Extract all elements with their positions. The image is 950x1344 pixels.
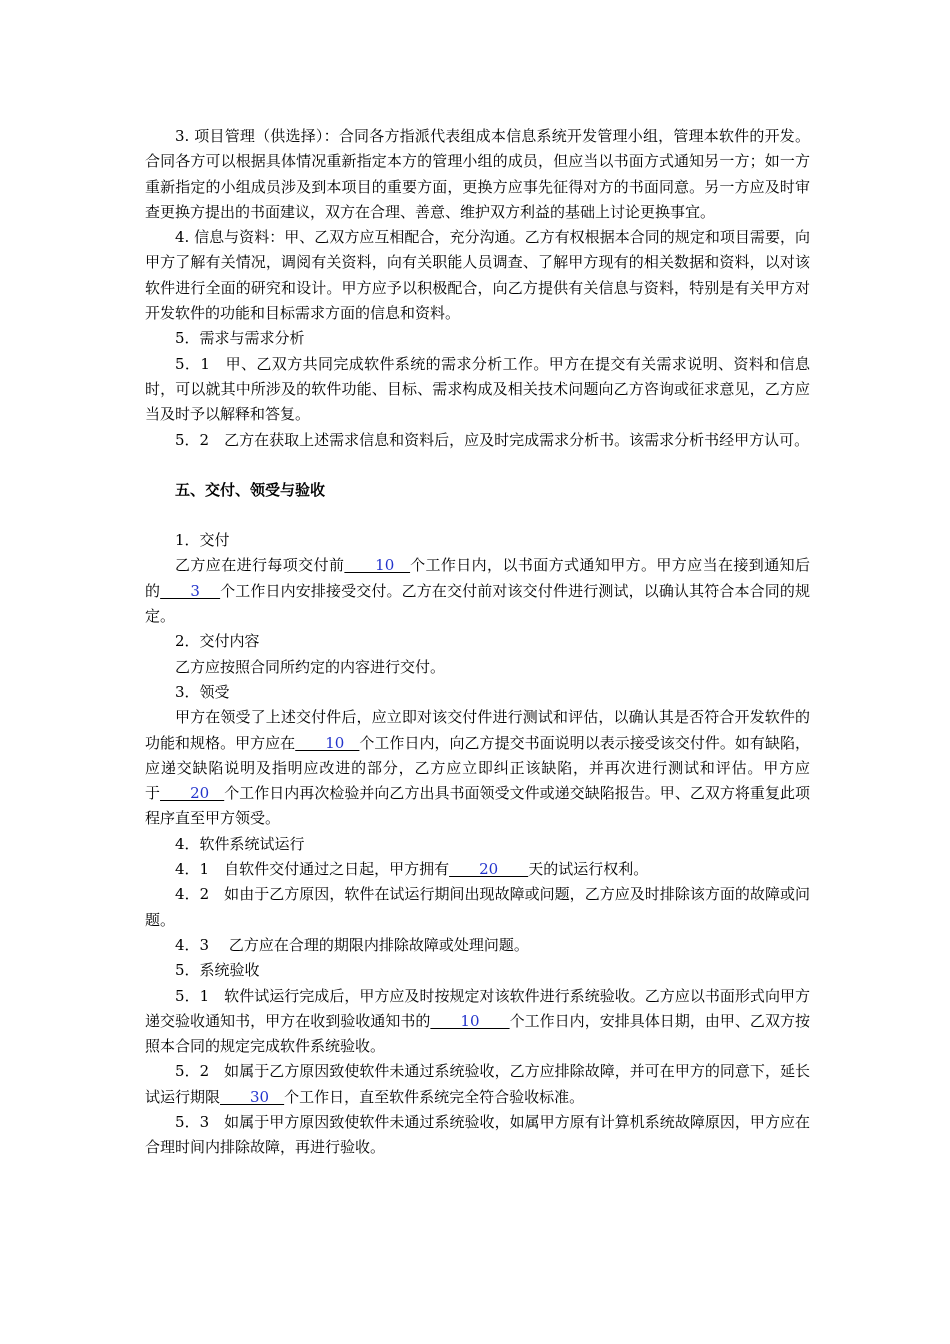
paragraph-acceptance-5-1 (145, 984, 810, 1060)
paragraph-acceptance-5-3: 5．3 如属于甲方原因致使软件未通过系统验收，如属甲方原有计算机系统故障原因，甲方应在合理时间内排除故障，再进行验收。 (145, 1112, 810, 1157)
spacer (145, 503, 810, 528)
subsection-trial-run-title: 4．软件系统试运行 (175, 834, 305, 853)
text-segment: 个工作日内，以书面方式通知甲方。甲方应当在接到通知后的 (145, 556, 810, 600)
text-segment: 天的试运行权利。 (528, 860, 649, 879)
section-heading: 五、交付、领受与验收 (175, 480, 326, 499)
paragraph-project-management: 3. 项目管理（供选择）：合同各方指派代表组成本信息系统开发管理小组，管理本软件的开发。合同各方可以根据具体情况重新指定本方的管理小组的成员，但应当以书面方式通知另一方；如一方重新指定的小组成员涉及到本项目的重要方面，更换方应事先征得对方的书面同意。另一方应及时审查更换方提出的书面建议，双方在合理、善意、维护双方利益的基础上讨论更换事宜。 (145, 127, 810, 221)
text-segment: 乙方应在进行每项交付前 (175, 556, 345, 575)
subsection-delivery-content-title: 2．交付内容 (175, 632, 260, 651)
text-segment: 5．2 如属于乙方原因致使软件未通过系统验收，乙方应排除故障，并可在甲方的同意下，延长试运行期限 (145, 1062, 810, 1106)
fill-in-blank: 30 (220, 1087, 285, 1106)
fill-in-blank: 10 (295, 733, 360, 752)
paragraph-requirements-5-2: 5．2 乙方在获取上述需求信息和资料后，应及时完成需求分析书。该需求分析书经甲方认可。 (175, 430, 810, 449)
text-segment: 个工作日内，安排具体日期，由甲、乙双方按照本合同的规定完成软件系统验收。 (145, 1011, 810, 1056)
text-segment: 个工作日内再次检验并向乙方出具书面领受文件或递交缺陷报告。甲、乙双方将重复此项程序直至甲方领受。 (145, 784, 810, 828)
paragraph-delivery (145, 553, 810, 629)
subsection-acceptance-title: 3．领受 (175, 682, 230, 701)
document-page (145, 124, 810, 1161)
paragraph-acceptance-5-2 (145, 1059, 810, 1110)
text-segment: 个工作日内，向乙方提交书面说明以表示接受该交付件。如有缺陷，应递交缺陷说明及指明应改进的部分，乙方应立即纠正该缺陷，并再次进行测试和评估。甲方应于 (145, 733, 810, 803)
fill-in-blank: 10 (430, 1011, 510, 1030)
paragraph-trial-4-1 (145, 857, 810, 882)
paragraph-requirements-5-1: 5．1 甲、乙双方共同完成软件系统的需求分析工作。甲方在提交有关需求说明、资料和信息时，可以就其中所涉及的软件功能、目标、需求构成及相关技术问题向乙方咨询或征求意见，乙方应当及时予以解释和答复。 (145, 354, 810, 424)
fill-in-blank: 3 (160, 581, 221, 600)
fill-in-blank: 10 (344, 556, 411, 575)
text-segment: 5．1 软件试运行完成后，甲方应及时按规定对该软件进行系统验收。乙方应以书面形式向甲方递交验收通知书，甲方在收到验收通知书的 (145, 986, 810, 1030)
paragraph-trial-4-2: 4．2 如由于乙方原因，软件在试运行期间出现故障或问题，乙方应及时排除该方面的故障或问题。 (145, 885, 810, 929)
text-segment: 甲方在领受了上述交付件后，应立即对该交付件进行测试和评估，以确认其是否符合开发软件的功能和规格。甲方应在 (145, 708, 810, 752)
subsection-delivery-title: 1．交付 (175, 531, 230, 550)
text-segment: 个工作日，直至软件系统完全符合验收标准。 (284, 1087, 585, 1106)
paragraph-acceptance (145, 705, 810, 831)
text-segment: 个工作日内安排接受交付。乙方在交付前对该交付件进行测试，以确认其符合本合同的规定。 (145, 581, 810, 626)
text-segment: 4．1 自软件交付通过之日起，甲方拥有 (175, 860, 450, 879)
paragraph-information-materials: 4. 信息与资料：甲、乙双方应互相配合，充分沟通。乙方有权根据本合同的规定和项目需要，向甲方了解有关情况，调阅有关资料，向有关职能人员调查、了解甲方现有的相关数据和资料，以对该软件进行全面的研究和设计。甲方应予以积极配合，向乙方提供有关信息与资料，特别是有关甲方对开发软件的功能和目标需求方面的信息和资料。 (145, 228, 810, 323)
subsection-system-acceptance-title: 5．系统验收 (175, 961, 260, 980)
fill-in-blank: 20 (449, 860, 529, 879)
fill-in-blank: 20 (160, 784, 225, 803)
paragraph-requirements-title: 5．需求与需求分析 (175, 329, 305, 348)
paragraph-delivery-content: 乙方应按照合同所约定的内容进行交付。 (175, 657, 446, 676)
paragraph-trial-4-3: 4．3 乙方应在合理的期限内排除故障或处理问题。 (175, 935, 529, 954)
spacer (145, 453, 810, 478)
